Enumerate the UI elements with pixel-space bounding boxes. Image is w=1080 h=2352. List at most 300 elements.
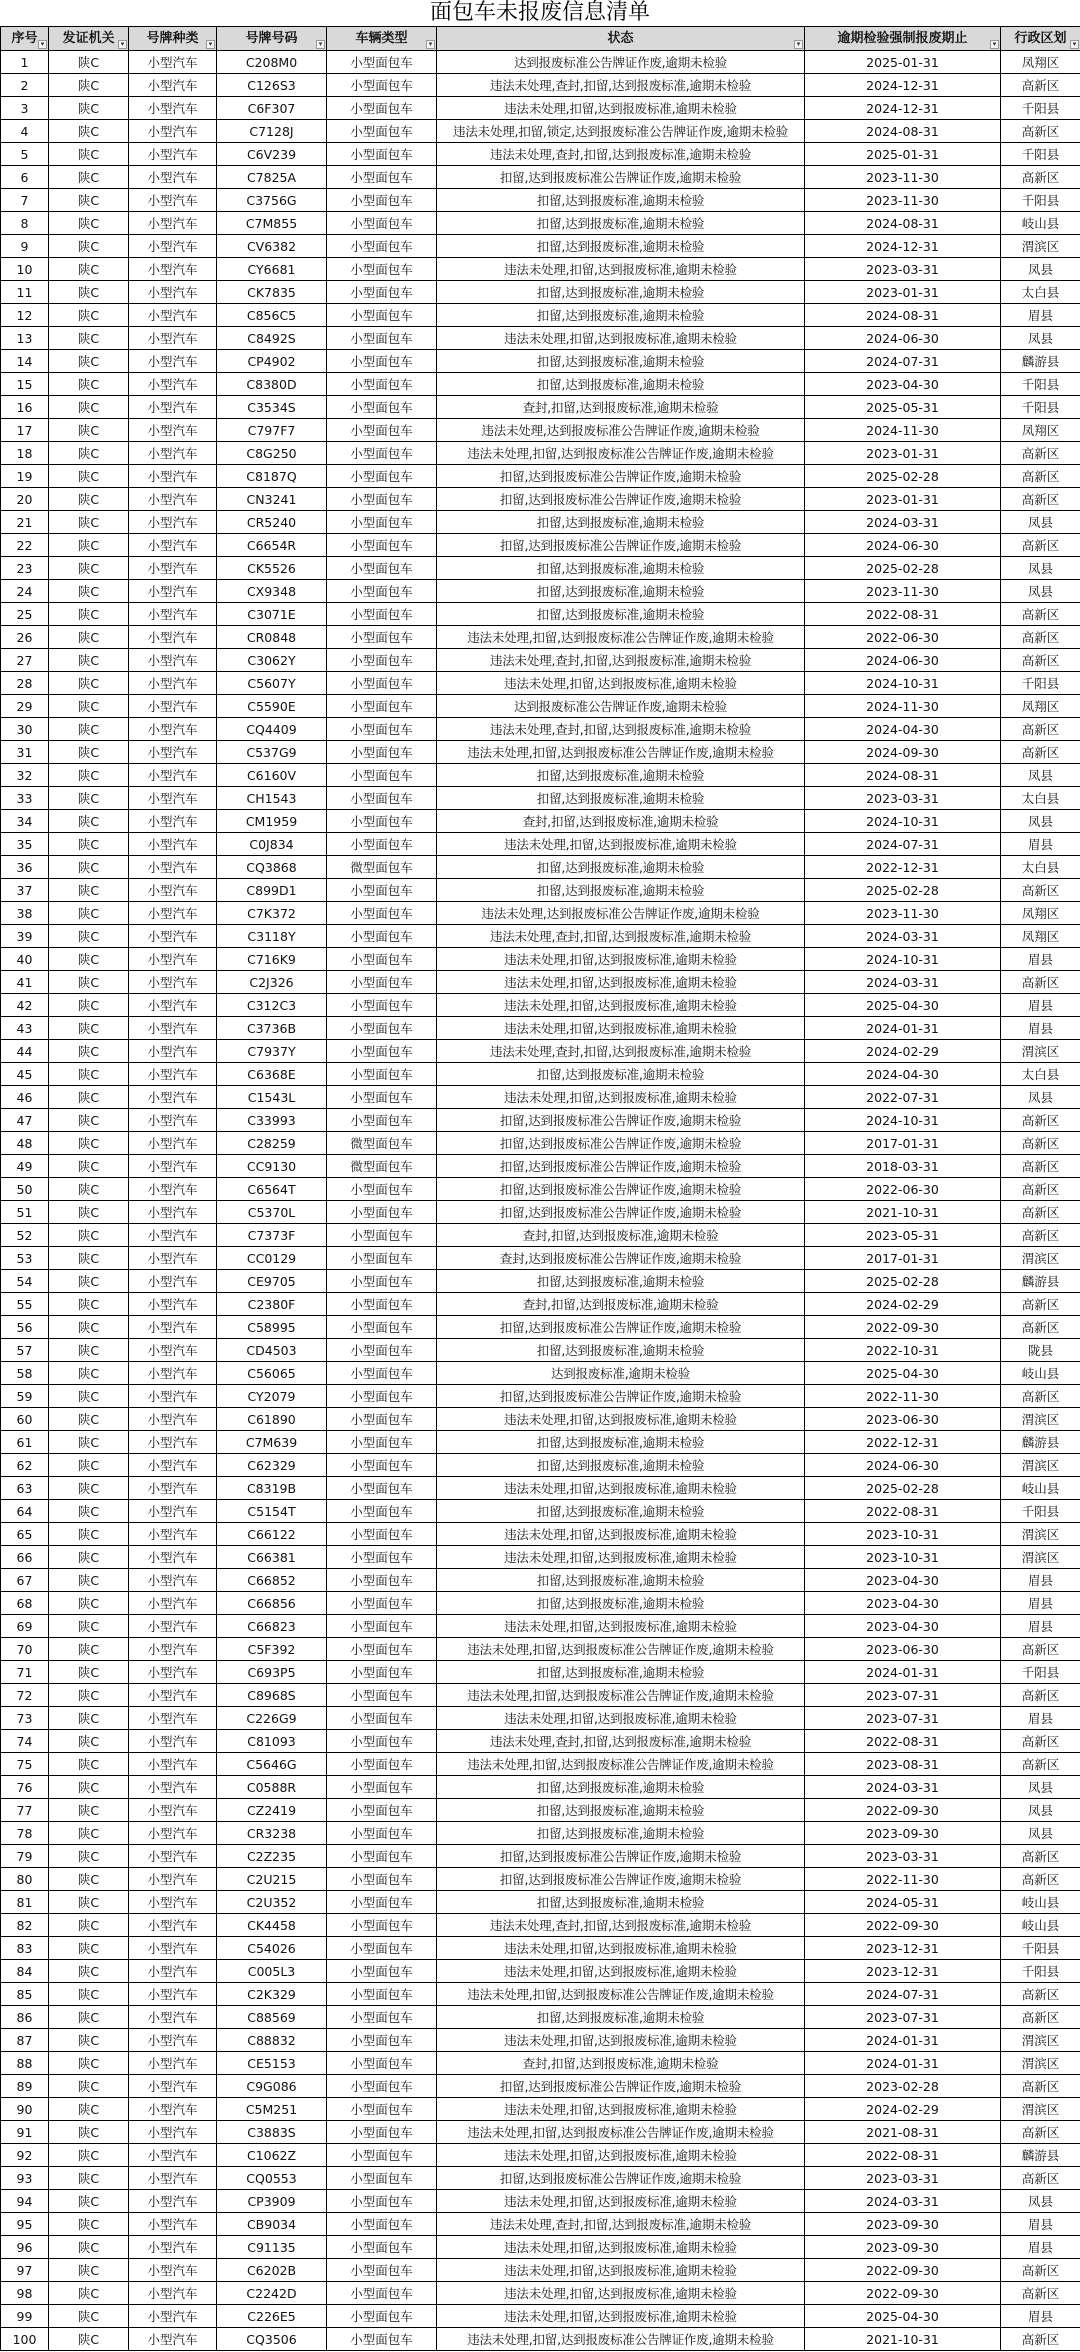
cell-row-index[interactable]: 35	[1, 833, 49, 856]
cell-district[interactable]: 凤县	[1001, 557, 1080, 580]
cell-district[interactable]: 太白县	[1001, 856, 1080, 879]
cell-issuing-authority[interactable]: 陕C	[49, 511, 129, 534]
cell-status[interactable]: 违法未处理,扣留,达到报废标准,逾期未检验	[437, 2305, 805, 2328]
cell-district[interactable]: 凤县	[1001, 1822, 1080, 1845]
cell-deadline-date[interactable]: 2024-06-30	[805, 1454, 1001, 1477]
cell-vehicle-type[interactable]: 小型面包车	[327, 1178, 437, 1201]
cell-deadline-date[interactable]: 2022-11-30	[805, 1868, 1001, 1891]
cell-row-index[interactable]: 3	[1, 97, 49, 120]
cell-row-index[interactable]: 54	[1, 1270, 49, 1293]
cell-plate-type[interactable]: 小型汽车	[129, 281, 217, 304]
cell-issuing-authority[interactable]: 陕C	[49, 2006, 129, 2029]
cell-issuing-authority[interactable]: 陕C	[49, 672, 129, 695]
cell-status[interactable]: 违法未处理,扣留,达到报废标准公告牌证作废,逾期未检验	[437, 1638, 805, 1661]
cell-status[interactable]: 扣留,达到报废标准,逾期未检验	[437, 603, 805, 626]
cell-deadline-date[interactable]: 2024-02-29	[805, 2098, 1001, 2121]
cell-row-index[interactable]: 15	[1, 373, 49, 396]
cell-status[interactable]: 扣留,达到报废标准,逾期未检验	[437, 350, 805, 373]
cell-plate-type[interactable]: 小型汽车	[129, 1523, 217, 1546]
cell-deadline-date[interactable]: 2024-05-31	[805, 1891, 1001, 1914]
cell-issuing-authority[interactable]: 陕C	[49, 465, 129, 488]
cell-plate-type[interactable]: 小型汽车	[129, 327, 217, 350]
cell-plate-number[interactable]: C5F392	[217, 1638, 327, 1661]
cell-issuing-authority[interactable]: 陕C	[49, 2282, 129, 2305]
cell-status[interactable]: 扣留,达到报废标准公告牌证作废,逾期未检验	[437, 2075, 805, 2098]
cell-status[interactable]: 违法未处理,扣留,达到报废标准,逾期未检验	[437, 2190, 805, 2213]
cell-status[interactable]: 查封,扣留,达到报废标准,逾期未检验	[437, 396, 805, 419]
cell-status[interactable]: 扣留,达到报废标准公告牌证作废,逾期未检验	[437, 1155, 805, 1178]
cell-deadline-date[interactable]: 2024-03-31	[805, 971, 1001, 994]
cell-vehicle-type[interactable]: 小型面包车	[327, 2167, 437, 2190]
cell-district[interactable]: 高新区	[1001, 626, 1080, 649]
cell-plate-type[interactable]: 小型汽车	[129, 1431, 217, 1454]
cell-status[interactable]: 查封,扣留,达到报废标准,逾期未检验	[437, 1293, 805, 1316]
cell-plate-number[interactable]: C62329	[217, 1454, 327, 1477]
cell-vehicle-type[interactable]: 小型面包车	[327, 2006, 437, 2029]
cell-district[interactable]: 高新区	[1001, 465, 1080, 488]
cell-status[interactable]: 扣留,达到报废标准公告牌证作废,逾期未检验	[437, 166, 805, 189]
cell-deadline-date[interactable]: 2024-10-31	[805, 948, 1001, 971]
cell-status[interactable]: 扣留,达到报废标准,逾期未检验	[437, 1454, 805, 1477]
cell-district[interactable]: 凤翔区	[1001, 419, 1080, 442]
cell-status[interactable]: 违法未处理,查封,扣留,达到报废标准,逾期未检验	[437, 649, 805, 672]
cell-row-index[interactable]: 33	[1, 787, 49, 810]
cell-vehicle-type[interactable]: 小型面包车	[327, 1937, 437, 1960]
cell-issuing-authority[interactable]: 陕C	[49, 143, 129, 166]
cell-row-index[interactable]: 42	[1, 994, 49, 1017]
cell-district[interactable]: 眉县	[1001, 1592, 1080, 1615]
cell-district[interactable]: 岐山县	[1001, 1891, 1080, 1914]
cell-status[interactable]: 违法未处理,扣留,达到报废标准,逾期未检验	[437, 97, 805, 120]
cell-vehicle-type[interactable]: 小型面包车	[327, 74, 437, 97]
cell-plate-number[interactable]: C66823	[217, 1615, 327, 1638]
cell-plate-type[interactable]: 小型汽车	[129, 1799, 217, 1822]
cell-vehicle-type[interactable]: 小型面包车	[327, 419, 437, 442]
cell-plate-number[interactable]: C856C5	[217, 304, 327, 327]
cell-vehicle-type[interactable]: 小型面包车	[327, 2236, 437, 2259]
cell-plate-number[interactable]: CR5240	[217, 511, 327, 534]
cell-plate-number[interactable]: C5590E	[217, 695, 327, 718]
cell-district[interactable]: 高新区	[1001, 2328, 1080, 2351]
cell-plate-number[interactable]: C537G9	[217, 741, 327, 764]
cell-deadline-date[interactable]: 2023-07-31	[805, 1707, 1001, 1730]
cell-issuing-authority[interactable]: 陕C	[49, 1960, 129, 1983]
cell-district[interactable]: 高新区	[1001, 2259, 1080, 2282]
cell-vehicle-type[interactable]: 微型面包车	[327, 856, 437, 879]
cell-vehicle-type[interactable]: 小型面包车	[327, 879, 437, 902]
cell-plate-type[interactable]: 小型汽车	[129, 2236, 217, 2259]
cell-row-index[interactable]: 2	[1, 74, 49, 97]
cell-row-index[interactable]: 47	[1, 1109, 49, 1132]
filter-dropdown-icon[interactable]: ▾	[426, 40, 435, 49]
cell-plate-type[interactable]: 小型汽车	[129, 2052, 217, 2075]
cell-issuing-authority[interactable]: 陕C	[49, 1063, 129, 1086]
cell-district[interactable]: 高新区	[1001, 1845, 1080, 1868]
cell-plate-type[interactable]: 小型汽车	[129, 1201, 217, 1224]
cell-row-index[interactable]: 5	[1, 143, 49, 166]
cell-plate-type[interactable]: 小型汽车	[129, 1730, 217, 1753]
cell-issuing-authority[interactable]: 陕C	[49, 902, 129, 925]
cell-issuing-authority[interactable]: 陕C	[49, 1431, 129, 1454]
cell-vehicle-type[interactable]: 小型面包车	[327, 1546, 437, 1569]
cell-issuing-authority[interactable]: 陕C	[49, 51, 129, 74]
cell-status[interactable]: 扣留,达到报废标准,逾期未检验	[437, 1661, 805, 1684]
cell-deadline-date[interactable]: 2023-10-31	[805, 1546, 1001, 1569]
cell-issuing-authority[interactable]: 陕C	[49, 626, 129, 649]
cell-deadline-date[interactable]: 2023-09-30	[805, 2236, 1001, 2259]
filter-dropdown-icon[interactable]: ▾	[316, 40, 325, 49]
cell-vehicle-type[interactable]: 小型面包车	[327, 741, 437, 764]
cell-plate-number[interactable]: C7937Y	[217, 1040, 327, 1063]
cell-plate-number[interactable]: CV6382	[217, 235, 327, 258]
cell-plate-number[interactable]: C8492S	[217, 327, 327, 350]
cell-deadline-date[interactable]: 2023-06-30	[805, 1638, 1001, 1661]
cell-status[interactable]: 扣留,达到报废标准公告牌证作废,逾期未检验	[437, 534, 805, 557]
cell-status[interactable]: 违法未处理,扣留,达到报废标准,逾期未检验	[437, 2144, 805, 2167]
cell-row-index[interactable]: 18	[1, 442, 49, 465]
cell-district[interactable]: 高新区	[1001, 166, 1080, 189]
cell-plate-number[interactable]: CP3909	[217, 2190, 327, 2213]
cell-issuing-authority[interactable]: 陕C	[49, 1615, 129, 1638]
cell-row-index[interactable]: 80	[1, 1868, 49, 1891]
cell-plate-number[interactable]: CY6681	[217, 258, 327, 281]
cell-plate-type[interactable]: 小型汽车	[129, 1408, 217, 1431]
cell-row-index[interactable]: 12	[1, 304, 49, 327]
cell-status[interactable]: 违法未处理,扣留,达到报废标准,逾期未检验	[437, 2259, 805, 2282]
cell-district[interactable]: 麟游县	[1001, 1270, 1080, 1293]
cell-vehicle-type[interactable]: 小型面包车	[327, 97, 437, 120]
cell-status[interactable]: 违法未处理,扣留,达到报废标准公告牌证作废,逾期未检验	[437, 1753, 805, 1776]
cell-issuing-authority[interactable]: 陕C	[49, 488, 129, 511]
cell-plate-number[interactable]: CB9034	[217, 2213, 327, 2236]
cell-issuing-authority[interactable]: 陕C	[49, 2259, 129, 2282]
cell-plate-type[interactable]: 小型汽车	[129, 971, 217, 994]
cell-deadline-date[interactable]: 2025-01-31	[805, 143, 1001, 166]
cell-district[interactable]: 太白县	[1001, 1063, 1080, 1086]
cell-status[interactable]: 扣留,达到报废标准,逾期未检验	[437, 1569, 805, 1592]
cell-plate-type[interactable]: 小型汽车	[129, 1155, 217, 1178]
cell-vehicle-type[interactable]: 小型面包车	[327, 534, 437, 557]
cell-plate-type[interactable]: 小型汽车	[129, 1707, 217, 1730]
cell-issuing-authority[interactable]: 陕C	[49, 166, 129, 189]
cell-row-index[interactable]: 51	[1, 1201, 49, 1224]
cell-vehicle-type[interactable]: 小型面包车	[327, 396, 437, 419]
cell-row-index[interactable]: 30	[1, 718, 49, 741]
cell-plate-type[interactable]: 小型汽车	[129, 856, 217, 879]
cell-status[interactable]: 违法未处理,扣留,达到报废标准,逾期未检验	[437, 2029, 805, 2052]
cell-district[interactable]: 高新区	[1001, 1132, 1080, 1155]
cell-issuing-authority[interactable]: 陕C	[49, 810, 129, 833]
cell-district[interactable]: 岐山县	[1001, 1477, 1080, 1500]
cell-status[interactable]: 违法未处理,扣留,达到报废标准,逾期未检验	[437, 2282, 805, 2305]
cell-plate-type[interactable]: 小型汽车	[129, 1914, 217, 1937]
cell-plate-number[interactable]: C5607Y	[217, 672, 327, 695]
cell-district[interactable]: 高新区	[1001, 741, 1080, 764]
cell-status[interactable]: 扣留,达到报废标准,逾期未检验	[437, 304, 805, 327]
cell-status[interactable]: 扣留,达到报废标准,逾期未检验	[437, 1776, 805, 1799]
cell-deadline-date[interactable]: 2023-06-30	[805, 1408, 1001, 1431]
cell-status[interactable]: 违法未处理,查封,扣留,达到报废标准,逾期未检验	[437, 2213, 805, 2236]
cell-status[interactable]: 扣留,达到报废标准公告牌证作废,逾期未检验	[437, 2167, 805, 2190]
cell-issuing-authority[interactable]: 陕C	[49, 1247, 129, 1270]
cell-deadline-date[interactable]: 2023-09-30	[805, 1822, 1001, 1845]
cell-plate-number[interactable]: CC0129	[217, 1247, 327, 1270]
cell-plate-number[interactable]: C66852	[217, 1569, 327, 1592]
cell-status[interactable]: 违法未处理,扣留,达到报废标准,逾期未检验	[437, 1546, 805, 1569]
cell-plate-number[interactable]: C3062Y	[217, 649, 327, 672]
cell-issuing-authority[interactable]: 陕C	[49, 396, 129, 419]
cell-plate-number[interactable]: C54026	[217, 1937, 327, 1960]
cell-plate-type[interactable]: 小型汽车	[129, 2075, 217, 2098]
cell-row-index[interactable]: 70	[1, 1638, 49, 1661]
cell-plate-number[interactable]: C66122	[217, 1523, 327, 1546]
cell-vehicle-type[interactable]: 小型面包车	[327, 1431, 437, 1454]
cell-plate-number[interactable]: C3118Y	[217, 925, 327, 948]
cell-status[interactable]: 扣留,达到报废标准,逾期未检验	[437, 1891, 805, 1914]
cell-district[interactable]: 渭滨区	[1001, 2029, 1080, 2052]
cell-issuing-authority[interactable]: 陕C	[49, 1500, 129, 1523]
cell-plate-number[interactable]: C8380D	[217, 373, 327, 396]
cell-deadline-date[interactable]: 2023-01-31	[805, 442, 1001, 465]
cell-status[interactable]: 违法未处理,扣留,达到报废标准,逾期未检验	[437, 1017, 805, 1040]
cell-issuing-authority[interactable]: 陕C	[49, 1132, 129, 1155]
cell-plate-number[interactable]: C693P5	[217, 1661, 327, 1684]
cell-status[interactable]: 扣留,达到报废标准,逾期未检验	[437, 856, 805, 879]
cell-plate-type[interactable]: 小型汽车	[129, 994, 217, 1017]
cell-vehicle-type[interactable]: 小型面包车	[327, 1408, 437, 1431]
filter-dropdown-icon[interactable]: ▾	[118, 40, 127, 49]
cell-row-index[interactable]: 28	[1, 672, 49, 695]
cell-district[interactable]: 渭滨区	[1001, 1040, 1080, 1063]
cell-district[interactable]: 高新区	[1001, 120, 1080, 143]
cell-vehicle-type[interactable]: 小型面包车	[327, 2029, 437, 2052]
cell-plate-type[interactable]: 小型汽车	[129, 120, 217, 143]
cell-row-index[interactable]: 53	[1, 1247, 49, 1270]
cell-status[interactable]: 违法未处理,扣留,达到报废标准,逾期未检验	[437, 1408, 805, 1431]
cell-vehicle-type[interactable]: 小型面包车	[327, 1523, 437, 1546]
cell-plate-number[interactable]: C3883S	[217, 2121, 327, 2144]
cell-deadline-date[interactable]: 2022-09-30	[805, 1316, 1001, 1339]
cell-plate-number[interactable]: C208M0	[217, 51, 327, 74]
cell-status[interactable]: 违法未处理,达到报废标准公告牌证作废,逾期未检验	[437, 902, 805, 925]
cell-vehicle-type[interactable]: 小型面包车	[327, 1661, 437, 1684]
cell-vehicle-type[interactable]: 小型面包车	[327, 833, 437, 856]
cell-vehicle-type[interactable]: 小型面包车	[327, 1845, 437, 1868]
cell-plate-type[interactable]: 小型汽车	[129, 1270, 217, 1293]
cell-status[interactable]: 扣留,达到报废标准,逾期未检验	[437, 1270, 805, 1293]
cell-deadline-date[interactable]: 2024-10-31	[805, 810, 1001, 833]
cell-status[interactable]: 扣留,达到报废标准,逾期未检验	[437, 511, 805, 534]
cell-district[interactable]: 渭滨区	[1001, 235, 1080, 258]
cell-plate-number[interactable]: CR0848	[217, 626, 327, 649]
cell-district[interactable]: 高新区	[1001, 1316, 1080, 1339]
cell-plate-number[interactable]: C005L3	[217, 1960, 327, 1983]
cell-vehicle-type[interactable]: 小型面包车	[327, 442, 437, 465]
cell-plate-type[interactable]: 小型汽车	[129, 1546, 217, 1569]
cell-district[interactable]: 太白县	[1001, 281, 1080, 304]
cell-vehicle-type[interactable]: 小型面包车	[327, 143, 437, 166]
cell-deadline-date[interactable]: 2024-10-31	[805, 1109, 1001, 1132]
cell-district[interactable]: 麟游县	[1001, 2144, 1080, 2167]
cell-deadline-date[interactable]: 2025-02-28	[805, 1477, 1001, 1500]
cell-district[interactable]: 高新区	[1001, 534, 1080, 557]
cell-vehicle-type[interactable]: 小型面包车	[327, 1592, 437, 1615]
cell-row-index[interactable]: 9	[1, 235, 49, 258]
cell-district[interactable]: 千阳县	[1001, 1960, 1080, 1983]
cell-status[interactable]: 违法未处理,扣留,达到报废标准公告牌证作废,逾期未检验	[437, 2121, 805, 2144]
cell-plate-number[interactable]: C7M639	[217, 1431, 327, 1454]
cell-deadline-date[interactable]: 2023-09-30	[805, 2213, 1001, 2236]
cell-plate-number[interactable]: C61890	[217, 1408, 327, 1431]
cell-vehicle-type[interactable]: 小型面包车	[327, 281, 437, 304]
cell-row-index[interactable]: 90	[1, 2098, 49, 2121]
cell-plate-number[interactable]: C91135	[217, 2236, 327, 2259]
cell-row-index[interactable]: 74	[1, 1730, 49, 1753]
cell-status[interactable]: 扣留,达到报废标准,逾期未检验	[437, 1592, 805, 1615]
cell-row-index[interactable]: 84	[1, 1960, 49, 1983]
cell-issuing-authority[interactable]: 陕C	[49, 833, 129, 856]
cell-district[interactable]: 眉县	[1001, 2213, 1080, 2236]
cell-vehicle-type[interactable]: 小型面包车	[327, 488, 437, 511]
cell-vehicle-type[interactable]: 小型面包车	[327, 810, 437, 833]
cell-plate-number[interactable]: C797F7	[217, 419, 327, 442]
cell-plate-type[interactable]: 小型汽车	[129, 718, 217, 741]
cell-issuing-authority[interactable]: 陕C	[49, 2052, 129, 2075]
header-cell-plate-type[interactable]: 号牌种类 ▾	[129, 27, 217, 51]
cell-plate-type[interactable]: 小型汽车	[129, 649, 217, 672]
cell-district[interactable]: 太白县	[1001, 787, 1080, 810]
cell-vehicle-type[interactable]: 小型面包车	[327, 2052, 437, 2075]
cell-district[interactable]: 麟游县	[1001, 1431, 1080, 1454]
cell-plate-number[interactable]: CQ0553	[217, 2167, 327, 2190]
cell-issuing-authority[interactable]: 陕C	[49, 1753, 129, 1776]
cell-vehicle-type[interactable]: 小型面包车	[327, 2282, 437, 2305]
cell-deadline-date[interactable]: 2021-10-31	[805, 1201, 1001, 1224]
cell-row-index[interactable]: 37	[1, 879, 49, 902]
cell-status[interactable]: 扣留,达到报废标准公告牌证作废,逾期未检验	[437, 1316, 805, 1339]
cell-plate-number[interactable]: C56065	[217, 1362, 327, 1385]
cell-row-index[interactable]: 99	[1, 2305, 49, 2328]
cell-plate-type[interactable]: 小型汽车	[129, 97, 217, 120]
cell-plate-type[interactable]: 小型汽车	[129, 74, 217, 97]
cell-row-index[interactable]: 20	[1, 488, 49, 511]
cell-vehicle-type[interactable]: 小型面包车	[327, 1730, 437, 1753]
cell-district[interactable]: 凤县	[1001, 511, 1080, 534]
cell-row-index[interactable]: 62	[1, 1454, 49, 1477]
cell-district[interactable]: 凤翔区	[1001, 902, 1080, 925]
cell-plate-type[interactable]: 小型汽车	[129, 51, 217, 74]
cell-vehicle-type[interactable]: 小型面包车	[327, 304, 437, 327]
cell-vehicle-type[interactable]: 小型面包车	[327, 2075, 437, 2098]
cell-district[interactable]: 高新区	[1001, 1293, 1080, 1316]
cell-status[interactable]: 扣留,达到报废标准,逾期未检验	[437, 235, 805, 258]
cell-plate-number[interactable]: CM1959	[217, 810, 327, 833]
cell-row-index[interactable]: 13	[1, 327, 49, 350]
cell-vehicle-type[interactable]: 小型面包车	[327, 902, 437, 925]
cell-row-index[interactable]: 14	[1, 350, 49, 373]
cell-status[interactable]: 扣留,达到报废标准公告牌证作废,逾期未检验	[437, 1132, 805, 1155]
cell-row-index[interactable]: 36	[1, 856, 49, 879]
cell-vehicle-type[interactable]: 小型面包车	[327, 235, 437, 258]
cell-district[interactable]: 眉县	[1001, 304, 1080, 327]
cell-vehicle-type[interactable]: 小型面包车	[327, 465, 437, 488]
cell-issuing-authority[interactable]: 陕C	[49, 1017, 129, 1040]
cell-status[interactable]: 违法未处理,查封,扣留,达到报废标准,逾期未检验	[437, 143, 805, 166]
cell-district[interactable]: 眉县	[1001, 2236, 1080, 2259]
cell-plate-type[interactable]: 小型汽车	[129, 465, 217, 488]
cell-row-index[interactable]: 69	[1, 1615, 49, 1638]
cell-district[interactable]: 高新区	[1001, 2006, 1080, 2029]
cell-status[interactable]: 扣留,达到报废标准公告牌证作废,逾期未检验	[437, 488, 805, 511]
cell-district[interactable]: 高新区	[1001, 1983, 1080, 2006]
cell-deadline-date[interactable]: 2023-01-31	[805, 488, 1001, 511]
cell-vehicle-type[interactable]: 小型面包车	[327, 120, 437, 143]
cell-deadline-date[interactable]: 2017-01-31	[805, 1247, 1001, 1270]
cell-plate-number[interactable]: C6654R	[217, 534, 327, 557]
cell-plate-number[interactable]: C81093	[217, 1730, 327, 1753]
cell-issuing-authority[interactable]: 陕C	[49, 925, 129, 948]
cell-vehicle-type[interactable]: 小型面包车	[327, 971, 437, 994]
cell-status[interactable]: 达到报废标准,逾期未检验	[437, 1362, 805, 1385]
cell-plate-type[interactable]: 小型汽车	[129, 2167, 217, 2190]
cell-district[interactable]: 高新区	[1001, 2121, 1080, 2144]
cell-status[interactable]: 查封,扣留,达到报废标准,逾期未检验	[437, 1224, 805, 1247]
cell-plate-number[interactable]: CP4902	[217, 350, 327, 373]
cell-issuing-authority[interactable]: 陕C	[49, 212, 129, 235]
cell-deadline-date[interactable]: 2024-02-29	[805, 1293, 1001, 1316]
cell-plate-type[interactable]: 小型汽车	[129, 672, 217, 695]
cell-status[interactable]: 违法未处理,扣留,达到报废标准,逾期未检验	[437, 258, 805, 281]
cell-district[interactable]: 高新区	[1001, 2167, 1080, 2190]
cell-plate-type[interactable]: 小型汽车	[129, 373, 217, 396]
cell-issuing-authority[interactable]: 陕C	[49, 1592, 129, 1615]
filter-dropdown-icon[interactable]: ▾	[206, 40, 215, 49]
cell-vehicle-type[interactable]: 小型面包车	[327, 2328, 437, 2351]
cell-row-index[interactable]: 64	[1, 1500, 49, 1523]
cell-deadline-date[interactable]: 2023-01-31	[805, 281, 1001, 304]
cell-issuing-authority[interactable]: 陕C	[49, 2098, 129, 2121]
cell-district[interactable]: 岐山县	[1001, 212, 1080, 235]
cell-vehicle-type[interactable]: 微型面包车	[327, 1132, 437, 1155]
cell-deadline-date[interactable]: 2022-09-30	[805, 1914, 1001, 1937]
cell-deadline-date[interactable]: 2023-08-31	[805, 1753, 1001, 1776]
cell-vehicle-type[interactable]: 小型面包车	[327, 1684, 437, 1707]
cell-status[interactable]: 违法未处理,扣留,达到报废标准,逾期未检验	[437, 994, 805, 1017]
cell-district[interactable]: 渭滨区	[1001, 1247, 1080, 1270]
cell-issuing-authority[interactable]: 陕C	[49, 2144, 129, 2167]
cell-deadline-date[interactable]: 2022-07-31	[805, 1086, 1001, 1109]
cell-plate-type[interactable]: 小型汽车	[129, 1178, 217, 1201]
cell-district[interactable]: 高新区	[1001, 649, 1080, 672]
cell-plate-type[interactable]: 小型汽车	[129, 1293, 217, 1316]
cell-vehicle-type[interactable]: 小型面包车	[327, 2144, 437, 2167]
cell-status[interactable]: 扣留,达到报废标准,逾期未检验	[437, 1500, 805, 1523]
cell-issuing-authority[interactable]: 陕C	[49, 534, 129, 557]
cell-plate-number[interactable]: C7K372	[217, 902, 327, 925]
cell-issuing-authority[interactable]: 陕C	[49, 74, 129, 97]
cell-plate-number[interactable]: CE5153	[217, 2052, 327, 2075]
cell-plate-number[interactable]: C5370L	[217, 1201, 327, 1224]
cell-vehicle-type[interactable]: 小型面包车	[327, 327, 437, 350]
cell-district[interactable]: 千阳县	[1001, 672, 1080, 695]
filter-dropdown-icon[interactable]: ▾	[990, 40, 999, 49]
cell-vehicle-type[interactable]: 小型面包车	[327, 1569, 437, 1592]
cell-row-index[interactable]: 19	[1, 465, 49, 488]
cell-district[interactable]: 千阳县	[1001, 373, 1080, 396]
cell-district[interactable]: 千阳县	[1001, 189, 1080, 212]
cell-plate-type[interactable]: 小型汽车	[129, 833, 217, 856]
cell-row-index[interactable]: 75	[1, 1753, 49, 1776]
